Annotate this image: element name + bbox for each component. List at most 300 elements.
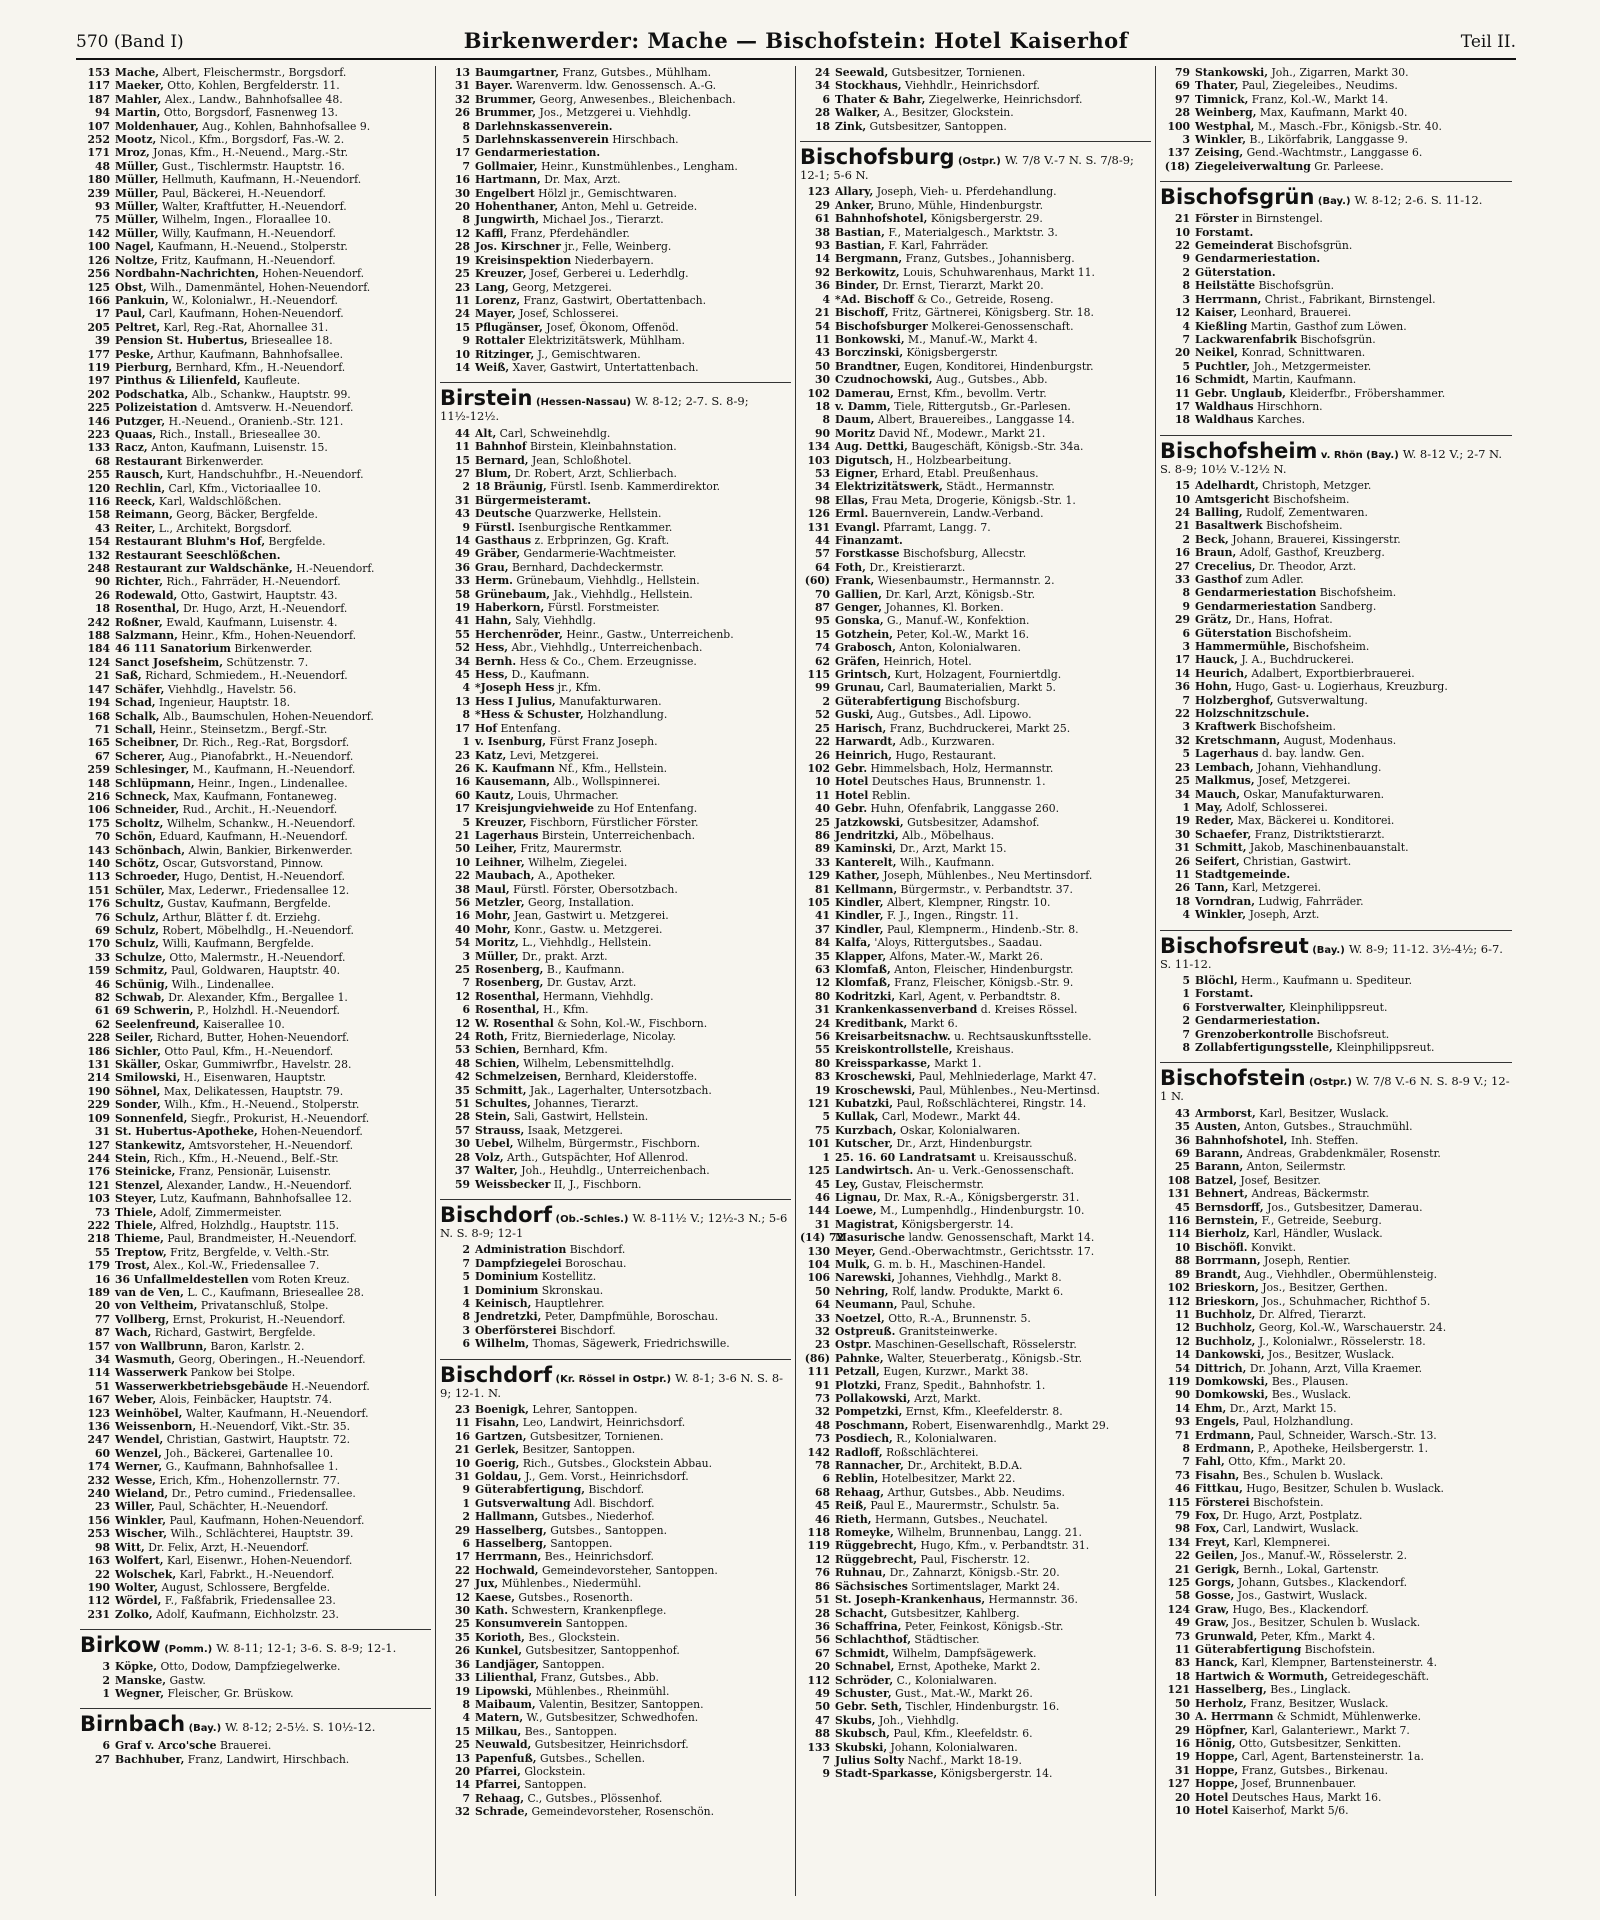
directory-entry [440,133,791,146]
subscriber-details: in Birnstengel. [1242,212,1323,226]
subscriber-name: Hartwich & Wormuth, [1195,1669,1328,1683]
phone-number: 125 [807,1164,830,1178]
subscriber-details: Anton, Kolonialwaren. [899,641,1021,655]
subscriber-details: Paul, Roßschlächterei, Ringstr. 14. [896,1097,1087,1111]
directory-entry [1160,1536,1512,1549]
subscriber-name: Austen, [1195,1120,1241,1134]
directory-entry [800,1352,1151,1365]
subscriber-details: Martin, Kaufmann. [1252,373,1357,387]
phone-number: 12 [454,226,470,240]
subscriber-name: Bastian, [835,225,885,239]
subscriber-details: Gutsbesitzer, Tornienen. [529,1429,664,1443]
phone-number: 18 [94,602,110,616]
phone-number: 28 [454,1150,470,1164]
directory-entry [1160,293,1512,306]
subscriber-details: Franz, Kol.-W., Markt 14. [1251,92,1389,106]
phone-number: 70 [94,830,110,844]
subscriber-details: Hess & Co., Chem. Erzeugnisse. [519,654,697,668]
subscriber-details: Johannes, Kl. Borken. [885,601,1004,615]
phone-number: 229 [87,1098,110,1112]
phone-number: 58 [1174,1589,1190,1603]
phone-number: 17 [454,802,470,816]
subscriber-name: Hönig, [1195,1736,1236,1750]
phone-number: 111 [807,1365,830,1379]
directory-entry [800,534,1151,547]
subscriber-name: Kraftwerk [1195,720,1257,734]
subscriber-details: Kurt, Handschuhfbr., H.-Neuendorf. [166,468,364,482]
subscriber-name: Pahnke, [835,1351,884,1365]
subscriber-details: Franz, Gutsbes., Johannisberg. [905,252,1075,266]
subscriber-details: Rud., Archit., H.-Neuendorf. [182,803,338,817]
directory-entry [440,1738,791,1751]
subscriber-name: Wach, [115,1326,152,1340]
subscriber-name: Brummer, [475,92,537,106]
subscriber-name: Brieskorn, [1195,1294,1259,1308]
subscriber-name: Grau, [475,560,509,574]
subscriber-details: Franz, Buchdruckerei, Markt 25. [889,721,1071,735]
subscriber-details: Gutsbes., Rosenorth. [518,1590,633,1604]
phone-number: 259 [87,763,110,777]
place-qualifier: (Kr. Rössel in Ostpr.) [555,1373,672,1385]
directory-entry [1160,1254,1512,1267]
phone-number: 21 [454,828,470,842]
phone-number: 18 [814,119,830,133]
subscriber-details: Huhn, Ofenfabrik, Langgasse 260. [870,802,1060,816]
phone-number: 102 [807,386,830,400]
directory-entry [800,1446,1151,1459]
directory-entry [440,775,791,788]
subscriber-name: Amtsgericht [1195,492,1270,506]
subscriber-name: Sonder, [115,1098,161,1112]
phone-number: 11 [1174,1643,1190,1657]
subscriber-details: Dr. Hugo, Arzt, H.-Neuendorf. [183,602,348,616]
phone-number: 23 [454,280,470,294]
phone-number: 61 [94,1004,110,1018]
subscriber-name: Rehaag, [475,1791,524,1805]
subscriber-name: Hoppe, [1195,1763,1239,1777]
directory-entry [1160,1429,1512,1442]
subscriber-name: Hof [475,721,498,735]
subscriber-name: Schacht, [835,1606,888,1620]
subscriber-name: Seelenfreund, [115,1017,200,1031]
phone-number: 34 [454,654,470,668]
subscriber-name: May, [1195,800,1223,814]
subscriber-details: J., Gemischtwaren. [537,347,641,361]
phone-number: 11 [454,293,470,307]
subscriber-details: Dr. Theodor, Arzt. [1258,559,1357,573]
subscriber-name: Bürgermeisteramt. [475,493,591,507]
phone-number: 133 [87,441,110,455]
phone-number: 114 [1167,1227,1190,1241]
phone-number: 43 [454,507,470,521]
subscriber-details: H.-Neuendorf, Vikt.-Str. 35. [199,1420,351,1434]
subscriber-name: Vorndran, [1195,894,1255,908]
subscriber-name: Goldau, [475,1470,522,1483]
phone-number: 90 [814,426,830,440]
directory-entry [1160,66,1512,79]
subscriber-details: Josef, Brunnenbauer. [1241,1777,1357,1791]
subscriber-details: Christoph, Metzger. [1262,479,1372,493]
place-name: Bischofsburg [800,145,955,170]
subscriber-details: Christ., Fabrikant, Birnstengel. [1264,292,1436,306]
directory-entry [80,1085,431,1098]
phone-number: 143 [87,843,110,857]
directory-entry [800,1003,1151,1016]
subscriber-name: Lagerhaus [1195,747,1259,761]
subscriber-details: Franz, Besitzer, Wuslack. [1250,1696,1389,1710]
phone-number: 11 [1174,1307,1190,1321]
subscriber-name: Fox, [1195,1522,1220,1536]
subscriber-name: Graw, [1195,1616,1230,1630]
subscriber-name: Buchholz, [1195,1321,1256,1335]
phone-number: 12 [1174,1321,1190,1335]
directory-entry [1160,1174,1512,1187]
subscriber-name: Wolfert, [115,1554,164,1568]
subscriber-name: Waldhaus [1195,399,1254,413]
subscriber-name: Herholz, [1195,1696,1247,1710]
subscriber-details: Schwestern, Krankenpflege. [511,1604,667,1618]
subscriber-details: G., Manuf.-W., Konfektion. [887,614,1030,628]
phone-number: 47 [814,1713,830,1727]
subscriber-details: Tischler, Hindenburgstr. 16. [905,1700,1060,1714]
phone-number: 114 [87,1366,110,1380]
subscriber-name: Grabosch, [835,641,896,655]
subscriber-name: Elektrizitätswerk, [835,480,943,494]
subscriber-name: Hartmann, [475,173,541,187]
subscriber-name: Czudnochowski, [835,373,933,387]
subscriber-details: Jakob, Maschinenbauanstalt. [1249,841,1409,855]
phone-number: 76 [94,910,110,924]
phone-number: 4 [1182,319,1190,333]
subscriber-name: Bastian, [835,239,885,253]
phone-number: 131 [807,520,830,534]
subscriber-name: Crecelius, [1195,559,1256,573]
subscriber-name: Schröder, [835,1673,894,1687]
directory-entry [80,173,431,186]
subscriber-name: Darlehnskassenverein. [475,119,613,133]
subscriber-name: Güterabfertigung [835,694,942,708]
directory-entry [80,146,431,159]
subscriber-details: Städtischer. [914,1633,980,1647]
directory-entry [80,1447,431,1460]
subscriber-details: Hauptlehrer. [534,1296,605,1310]
phone-number: 100 [87,240,110,254]
subscriber-name: Hohn, [1195,680,1232,694]
subscriber-details: Michael Jos., Tierarzt. [542,213,664,227]
subscriber-name: Guski, [835,708,874,722]
directory-entry [1160,1764,1512,1777]
directory-entry [1160,1281,1512,1294]
directory-entry [80,455,431,468]
directory-entry [1160,413,1512,426]
subscriber-name: Werner, [115,1460,163,1474]
subscriber-details: Rolf, landw. Produkte, Markt 6. [891,1284,1064,1298]
subscriber-details: Bernhard, Dachdeckermstr. [511,560,664,574]
directory-entry [1160,1014,1512,1027]
subscriber-details: Bischofsheim. [1292,640,1370,654]
phone-number: 112 [807,1673,830,1687]
subscriber-name: Engels, [1195,1415,1240,1429]
directory-entry [80,656,431,669]
subscriber-name: Landjäger, [475,1657,539,1671]
subscriber-details: d. Kreises Rössel. [980,1003,1078,1017]
phone-number: 19 [1174,814,1190,828]
subscriber-name: Kaffl, [475,226,508,240]
subscriber-name: Moritz [835,426,876,440]
directory-entry [1160,1362,1512,1375]
subscriber-details: Jak., Viehhdlg., Hellstein. [553,587,693,601]
phone-number: 124 [1167,1602,1190,1616]
subscriber-name: Matern, [475,1711,524,1725]
directory-entry [1160,1201,1512,1214]
subscriber-details: Franz, Gutsbes., Abb. [540,1671,659,1685]
subscriber-details: August, Schlossere, Bergfelde. [161,1580,331,1594]
phone-number: 25 [1174,1160,1190,1174]
subscriber-name: Kausemann, [475,775,551,789]
subscriber-details: Dr., Zahnarzt, Königsb.-Str. 20. [889,1566,1060,1580]
directory-entry [800,507,1151,520]
subscriber-details: Adolf, Kaufmann, Eichholzstr. 23. [156,1607,339,1621]
directory-entry [800,266,1151,279]
subscriber-name: Jos. Kirschner [475,240,561,254]
subscriber-details: Konr., Gastw. u. Metzgerei. [514,922,663,936]
office-hours: W. 8-12 V.; 2-7 N. S. 8-9; 10½ V.-12½ N. [1160,446,1503,476]
subscriber-details: Hugo, Besitzer, Schulen b. Wuslack. [1246,1482,1444,1496]
subscriber-details: Eduard, Kaufmann, H.-Neuendorf. [159,830,348,844]
subscriber-details: Rich., Fahrräder, H.-Neuendorf. [166,575,341,589]
phone-number: 6 [822,92,830,106]
directory-entry [800,1312,1151,1325]
directory-entry [1160,1295,1512,1308]
subscriber-details: Niederbayern. [574,253,654,267]
phone-number: 8 [1182,1441,1190,1455]
subscriber-name: Weissenborn, [115,1420,197,1434]
subscriber-details: Karl, Agent, v. Perbandtstr. 8. [898,989,1061,1003]
subscriber-details: Fritz, Gärtnerei, Königsberg. Str. 18. [892,306,1094,320]
phone-number: 33 [1174,573,1190,586]
subscriber-name: Forstverwalter, [1195,1000,1286,1014]
phone-number: 98 [1174,1522,1190,1536]
subscriber-name: Bahnhofshotel, [835,212,928,226]
directory-entry [1160,1160,1512,1173]
directory-entry [800,1432,1151,1445]
subscriber-details: Josef, Metzgerei. [1258,774,1351,788]
phone-number: 64 [814,1298,830,1312]
directory-entry [440,361,791,374]
subscriber-name: Hess, [475,668,508,682]
subscriber-name: Peltret, [115,320,161,334]
phone-number: 12 [454,1016,470,1030]
phone-number: 14 [1174,1401,1190,1415]
phone-number: 49 [1174,1616,1190,1630]
phone-number: 125 [87,280,110,294]
subscriber-name: Polizeistation [115,401,198,415]
directory-entry [80,495,431,508]
subscriber-details: Max, Kaufmann, Markt 40. [1259,106,1408,120]
subscriber-name: Thater & Bahr, [835,92,926,106]
subscriber-name: Fisahn, [475,1416,520,1430]
subscriber-details: Heinr., Kfm., Hohen-Neuendorf. [181,629,357,643]
directory-entry [440,561,791,574]
subscriber-name: Bayer. [475,79,513,93]
subscriber-details: Städt., Hermannstr. [946,480,1055,494]
directory-entry [1160,1656,1512,1669]
subscriber-name: Gendarmeriestation. [1195,1014,1321,1028]
directory-entry [800,494,1151,507]
directory-entry [440,1457,791,1470]
subscriber-name: Wilhelm, [475,1337,530,1351]
phone-number: 32 [454,1805,470,1819]
directory-entry [440,1403,791,1416]
subscriber-details: Entenfang. [500,721,561,735]
subscriber-details: Schützenstr. 7. [226,655,309,669]
subscriber-name: Bergmann, [835,252,903,266]
subscriber-name: *Hess & Schuster, [475,708,584,722]
directory-entry [80,683,431,696]
subscriber-name: Korioth, [475,1630,525,1644]
phone-number: 62 [814,654,830,668]
directory-entry [800,1647,1151,1660]
directory-entry [1160,694,1512,707]
subscriber-name: Ley, [835,1177,859,1191]
phone-number: 2 [1182,532,1190,546]
phone-number: 159 [87,964,110,978]
subscriber-name: Darlehnskassenverein [475,133,609,147]
directory-entry [800,936,1151,949]
directory-entry [440,749,791,762]
subscriber-name: Putzger, [115,414,166,428]
subscriber-details: Alexander, Landw., H.-Neuendorf. [166,1178,353,1192]
phone-number: 16 [454,173,470,187]
subscriber-details: u. Rechtsauskunftsstelle. [954,1030,1092,1044]
subscriber-details: David Nf., Modewr., Markt 21. [878,426,1046,440]
directory-entry [440,467,791,480]
directory-entry [800,1700,1151,1713]
directory-entry [800,1499,1151,1512]
directory-entry [80,106,431,119]
subscriber-name: Racz, [115,441,148,455]
phone-number: 118 [807,1526,830,1540]
phone-number: 21 [454,1443,470,1457]
phone-number: 21 [94,669,110,683]
phone-number: 4 [1182,908,1190,922]
subscriber-name: Gebr. Seth, [835,1700,903,1714]
subscriber-name: Kreuzer, [475,267,527,281]
subscriber-details: Getreidegeschäft. [1331,1669,1430,1683]
phone-number: 252 [87,133,110,147]
directory-entry [80,1433,431,1446]
subscriber-name: Maibaum, [475,1697,536,1711]
phone-number: 24 [1174,505,1190,519]
phone-number: 3 [462,949,470,963]
directory-entry [80,1407,431,1420]
place-name: Bischofsreut [1160,933,1309,958]
subscriber-name: Adelhardt, [1195,479,1259,493]
subscriber-details: Anton, Fleischer, Hindenburgstr. [894,963,1074,976]
subscriber-details: Adl. Bischdorf. [574,1496,655,1510]
phone-number: 9 [462,520,470,534]
directory-entry [440,307,791,320]
subscriber-details: Rich., Kfm., H.-Neuend., Belf.-Str. [153,1151,339,1165]
directory-entry [440,1671,791,1684]
phone-number: 19 [454,1684,470,1698]
subscriber-name: Bernard, [475,453,529,467]
subscriber-name: Gendarmeriestation. [475,146,601,160]
phone-number: 131 [1167,1187,1190,1201]
directory-entry [1160,1683,1512,1696]
subscriber-details: Paul, Mehlniederlage, Markt 47. [918,1070,1097,1084]
phone-number: 73 [94,1205,110,1219]
subscriber-name: Wördel, [115,1594,162,1608]
phone-number: 1 [462,735,470,749]
phone-number: 123 [807,185,830,199]
phone-number: 16 [94,1272,110,1286]
phone-number: 5 [1182,973,1190,987]
subscriber-name: Wasserwerkbetriebsgebäude [115,1379,289,1393]
subscriber-name: Försterei [1195,1495,1250,1509]
subscriber-details: Hugo, Kfm., v. Perbandtstr. 31. [920,1539,1090,1553]
directory-entry [800,1084,1151,1097]
subscriber-details: Gutsbes., Santoppen. [550,1523,668,1537]
phone-number: 93 [814,239,830,253]
subscriber-name: Ellas, [835,493,869,507]
phone-number: 44 [814,534,830,547]
directory-entry [800,1767,1151,1780]
subscriber-name: Weinhöbel, [115,1406,183,1420]
phone-number: 116 [87,495,110,508]
directory-entry [80,79,431,92]
subscriber-name: Klapper, [835,949,887,963]
phone-number: 48 [454,1056,470,1070]
subscriber-name: Brieskorn, [1195,1281,1259,1295]
subscriber-details: Dr. Alexander, Kfm., Bergallee 1. [168,991,348,1005]
directory-entry [1160,1107,1512,1120]
subscriber-name: 69 Schwerin, [115,1004,194,1018]
directory-entry [80,696,431,709]
subscriber-details: Dr., Arzt, Markt 15. [899,842,1007,856]
directory-entry [800,1741,1151,1754]
subscriber-name: Reblin, [835,1472,879,1486]
directory-entry [1160,106,1512,119]
subscriber-name: Wegner, [115,1686,165,1700]
phone-number: 12 [814,1552,830,1566]
subscriber-name: Gollmaier, [475,159,538,173]
phone-number: 194 [87,696,110,710]
directory-entry [440,1631,791,1644]
subscriber-name: Sichler, [115,1044,161,1058]
directory-entry [80,535,431,548]
subscriber-details: Dr. Karl, Arzt, Königsb.-Str. [885,587,1036,601]
subscriber-name: Brummer, [475,106,537,120]
phone-number: 88 [814,1727,830,1741]
directory-entry [800,1674,1151,1687]
subscriber-details: Gr. Parleese. [1314,159,1384,173]
phone-number: 6 [1182,1000,1190,1014]
directory-entry [1160,1791,1512,1804]
subscriber-details: Bischofsreut. [1317,1027,1390,1041]
phone-number: 16 [454,775,470,789]
subscriber-details: Anton, Kaufmann, Luisenstr. 15. [151,441,328,455]
subscriber-details: Georg, Oberingen., H.-Neuendorf. [178,1353,366,1366]
phone-number: 48 [94,159,110,173]
subscriber-name: Posdiech, [835,1432,893,1446]
phone-number: 31 [454,1470,470,1483]
phone-number: 41 [454,614,470,628]
directory-entry [800,427,1151,440]
directory-entry [80,629,431,642]
subscriber-name: Brandtner, [835,359,901,373]
directory-entry [800,226,1151,239]
